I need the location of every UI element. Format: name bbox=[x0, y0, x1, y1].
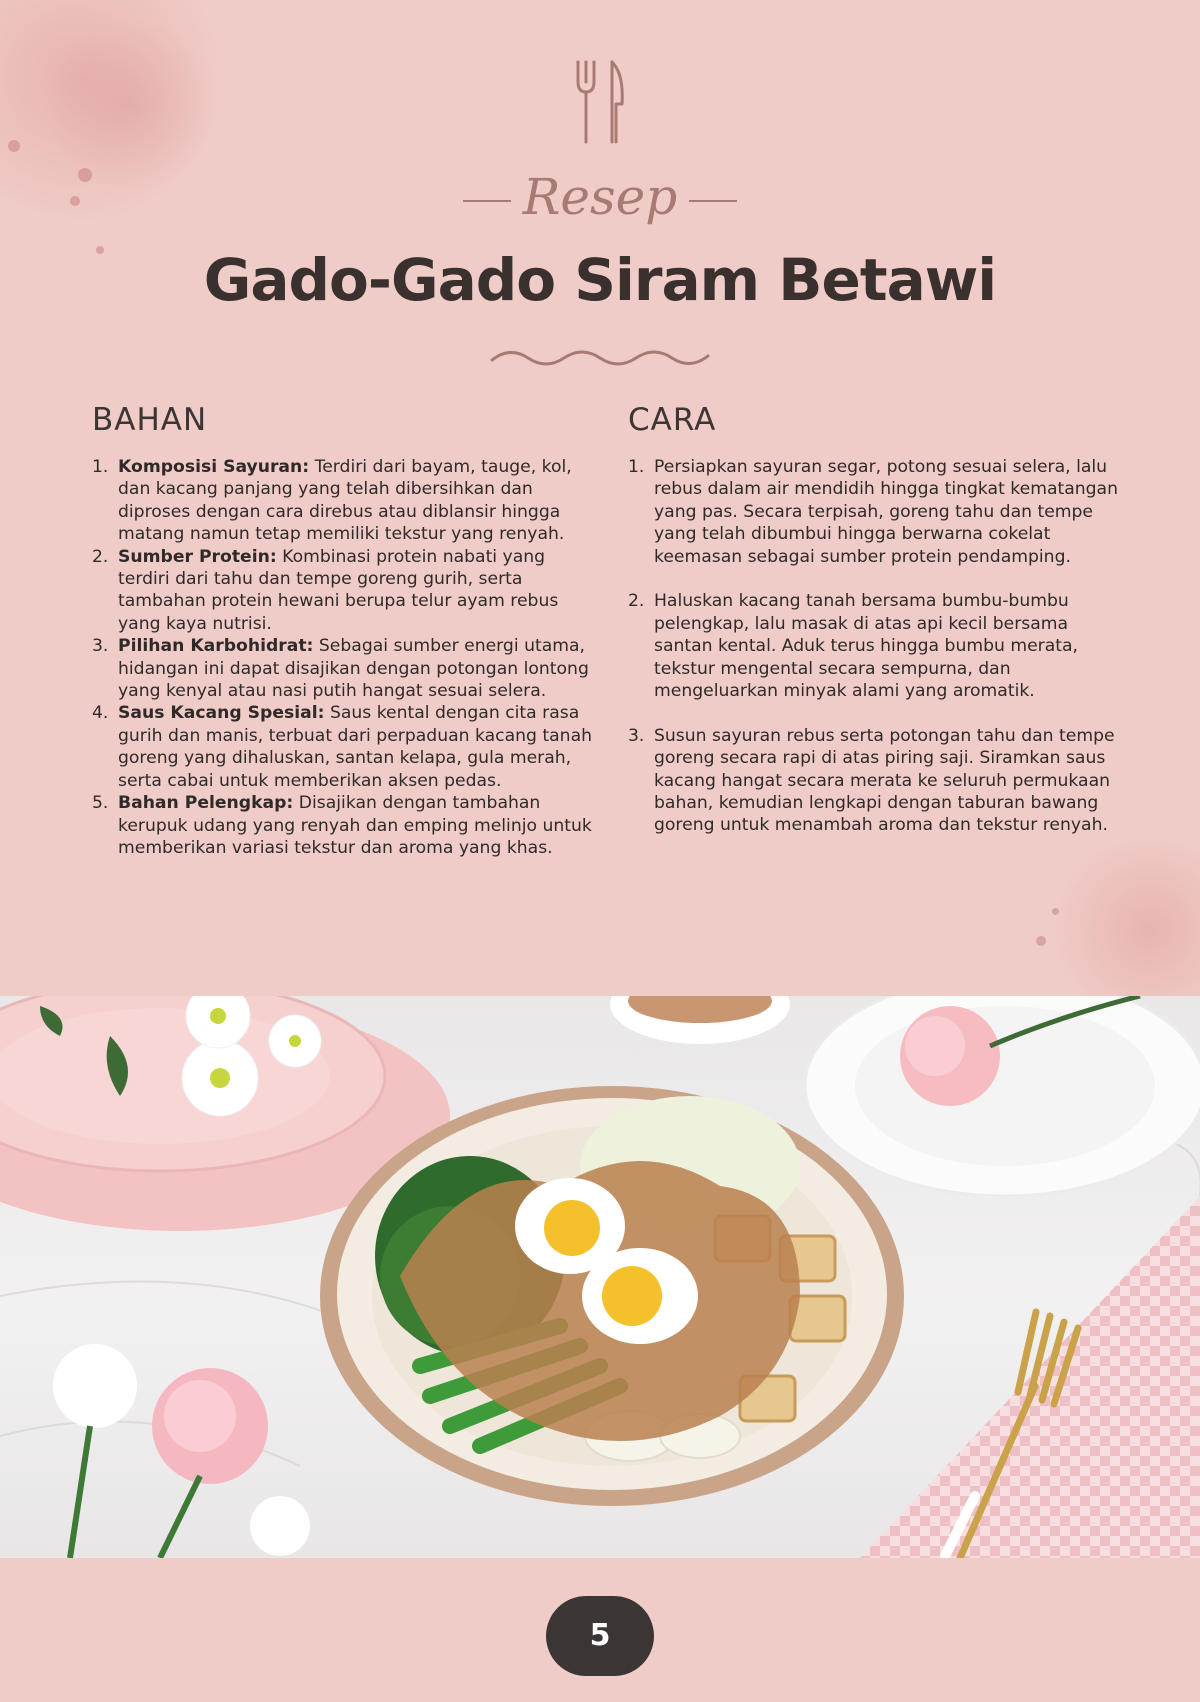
ingredient-label: Sumber Protein: bbox=[118, 546, 277, 567]
ingredient-text: Sebagai sumber energi utama, hidangan ini dapat disajikan dengan potongan lontong yang kenyal atau nasi putih hangat sesuai selera. bbox=[118, 636, 589, 702]
ingredient-item bbox=[92, 635, 602, 702]
gado-gado-photo bbox=[0, 996, 1200, 1558]
method-step-text: Susun sayuran rebus serta potongan tahu dan tempe goreng secara rapi di atas piring saji. Siramkan saus kacang hangat secara merata ke seluruh permukaan bahan, kemudian lengkapi dengan taburan bawang goreng untuk menambah aroma dan tekstur renyah. bbox=[654, 725, 1115, 836]
method-section bbox=[628, 402, 1118, 859]
fork-knife-icon bbox=[572, 58, 628, 148]
ingredient-text: Disajikan dengan tambahan kerupuk udang yang renyah dan emping melinjo untuk memberikan variasi tekstur dan aroma yang khas. bbox=[118, 793, 592, 858]
ingredients-section bbox=[92, 402, 602, 859]
kicker-text: Resep bbox=[522, 168, 678, 226]
method-heading: CARA bbox=[628, 402, 717, 438]
watercolor-decoration-right bbox=[1040, 840, 1200, 1020]
method-step-number: 2. bbox=[628, 591, 645, 612]
method-step-text: Persiapkan sayuran segar, potong sesuai selera, lalu rebus dalam air mendidih hingga tingkat kematangan yang pas. Secara terpisah, goreng tahu dan tempe yang telah dibumbui hingga berwarna cokelat keemasan sebagai sumber protein pendamping. bbox=[654, 457, 1118, 567]
method-step bbox=[628, 725, 1118, 837]
ingredients-heading: BAHAN bbox=[92, 402, 208, 438]
method-step-text: Haluskan kacang tanah bersama bumbu-bumbu pelengkap, lalu masak di atas api kecil bersama santan kental. Aduk terus hingga bumbu merata, tekstur mengental secara sempurna, dan mengeluarkan minyak alami yang aromatik. bbox=[654, 591, 1078, 702]
kicker-dash-left bbox=[463, 200, 511, 202]
ingredient-number: 1. bbox=[92, 457, 109, 477]
ingredient-number: 5. bbox=[92, 793, 109, 814]
method-step bbox=[628, 590, 1118, 702]
recipe-kicker bbox=[0, 168, 1200, 226]
ingredients-list bbox=[92, 456, 602, 859]
ingredient-label: Bahan Pelengkap: bbox=[118, 793, 294, 814]
page-title: Gado-Gado Siram Betawi bbox=[203, 246, 997, 314]
ingredient-label: Pilihan Karbohidrat: bbox=[118, 636, 314, 657]
page-number-badge: 5 bbox=[546, 1596, 654, 1676]
ingredient-number: 3. bbox=[92, 636, 109, 657]
watercolor-decoration-top-left-inner bbox=[40, 20, 220, 190]
method-step-number: 1. bbox=[628, 457, 645, 477]
method-step-number: 3. bbox=[628, 725, 645, 746]
decor-dot bbox=[8, 140, 20, 152]
ingredient-text: Kombinasi protein nabati yang terdiri dari tahu dan tempe goreng gurih, serta tambahan protein hewani berupa telur ayam rebus yang kaya nutrisi. bbox=[118, 546, 559, 634]
ingredient-number: 2. bbox=[92, 546, 109, 567]
ingredient-number: 4. bbox=[92, 703, 109, 724]
kicker-dash-right bbox=[689, 200, 737, 202]
ingredient-text: Terdiri dari bayam, tauge, kol, dan kacang panjang yang telah dibersihkan dan diproses dengan cara direbus atau diblansir hingga matang namun tetap memiliki tekstur yang renyah. bbox=[118, 457, 572, 545]
method-step bbox=[628, 456, 1118, 568]
ingredient-item bbox=[92, 702, 602, 792]
decor-dot bbox=[1036, 936, 1046, 946]
wave-divider bbox=[490, 344, 710, 372]
gado-gado-plate-illustration bbox=[0, 996, 1200, 1558]
method-list bbox=[628, 456, 1118, 837]
ingredient-text: Saus kental dengan cita rasa gurih dan manis, terbuat dari perpaduan kacang tanah goreng yang dihaluskan, santan kelapa, gula merah, serta cabai untuk memberikan aksen pedas. bbox=[118, 703, 592, 791]
ingredient-label: Komposisi Sayuran: bbox=[118, 457, 310, 477]
ingredient-item bbox=[92, 456, 602, 546]
decor-dot bbox=[1052, 908, 1059, 915]
ingredient-item bbox=[92, 546, 602, 636]
ingredient-item bbox=[92, 792, 602, 859]
ingredient-label: Saus Kacang Spesial: bbox=[118, 703, 325, 724]
